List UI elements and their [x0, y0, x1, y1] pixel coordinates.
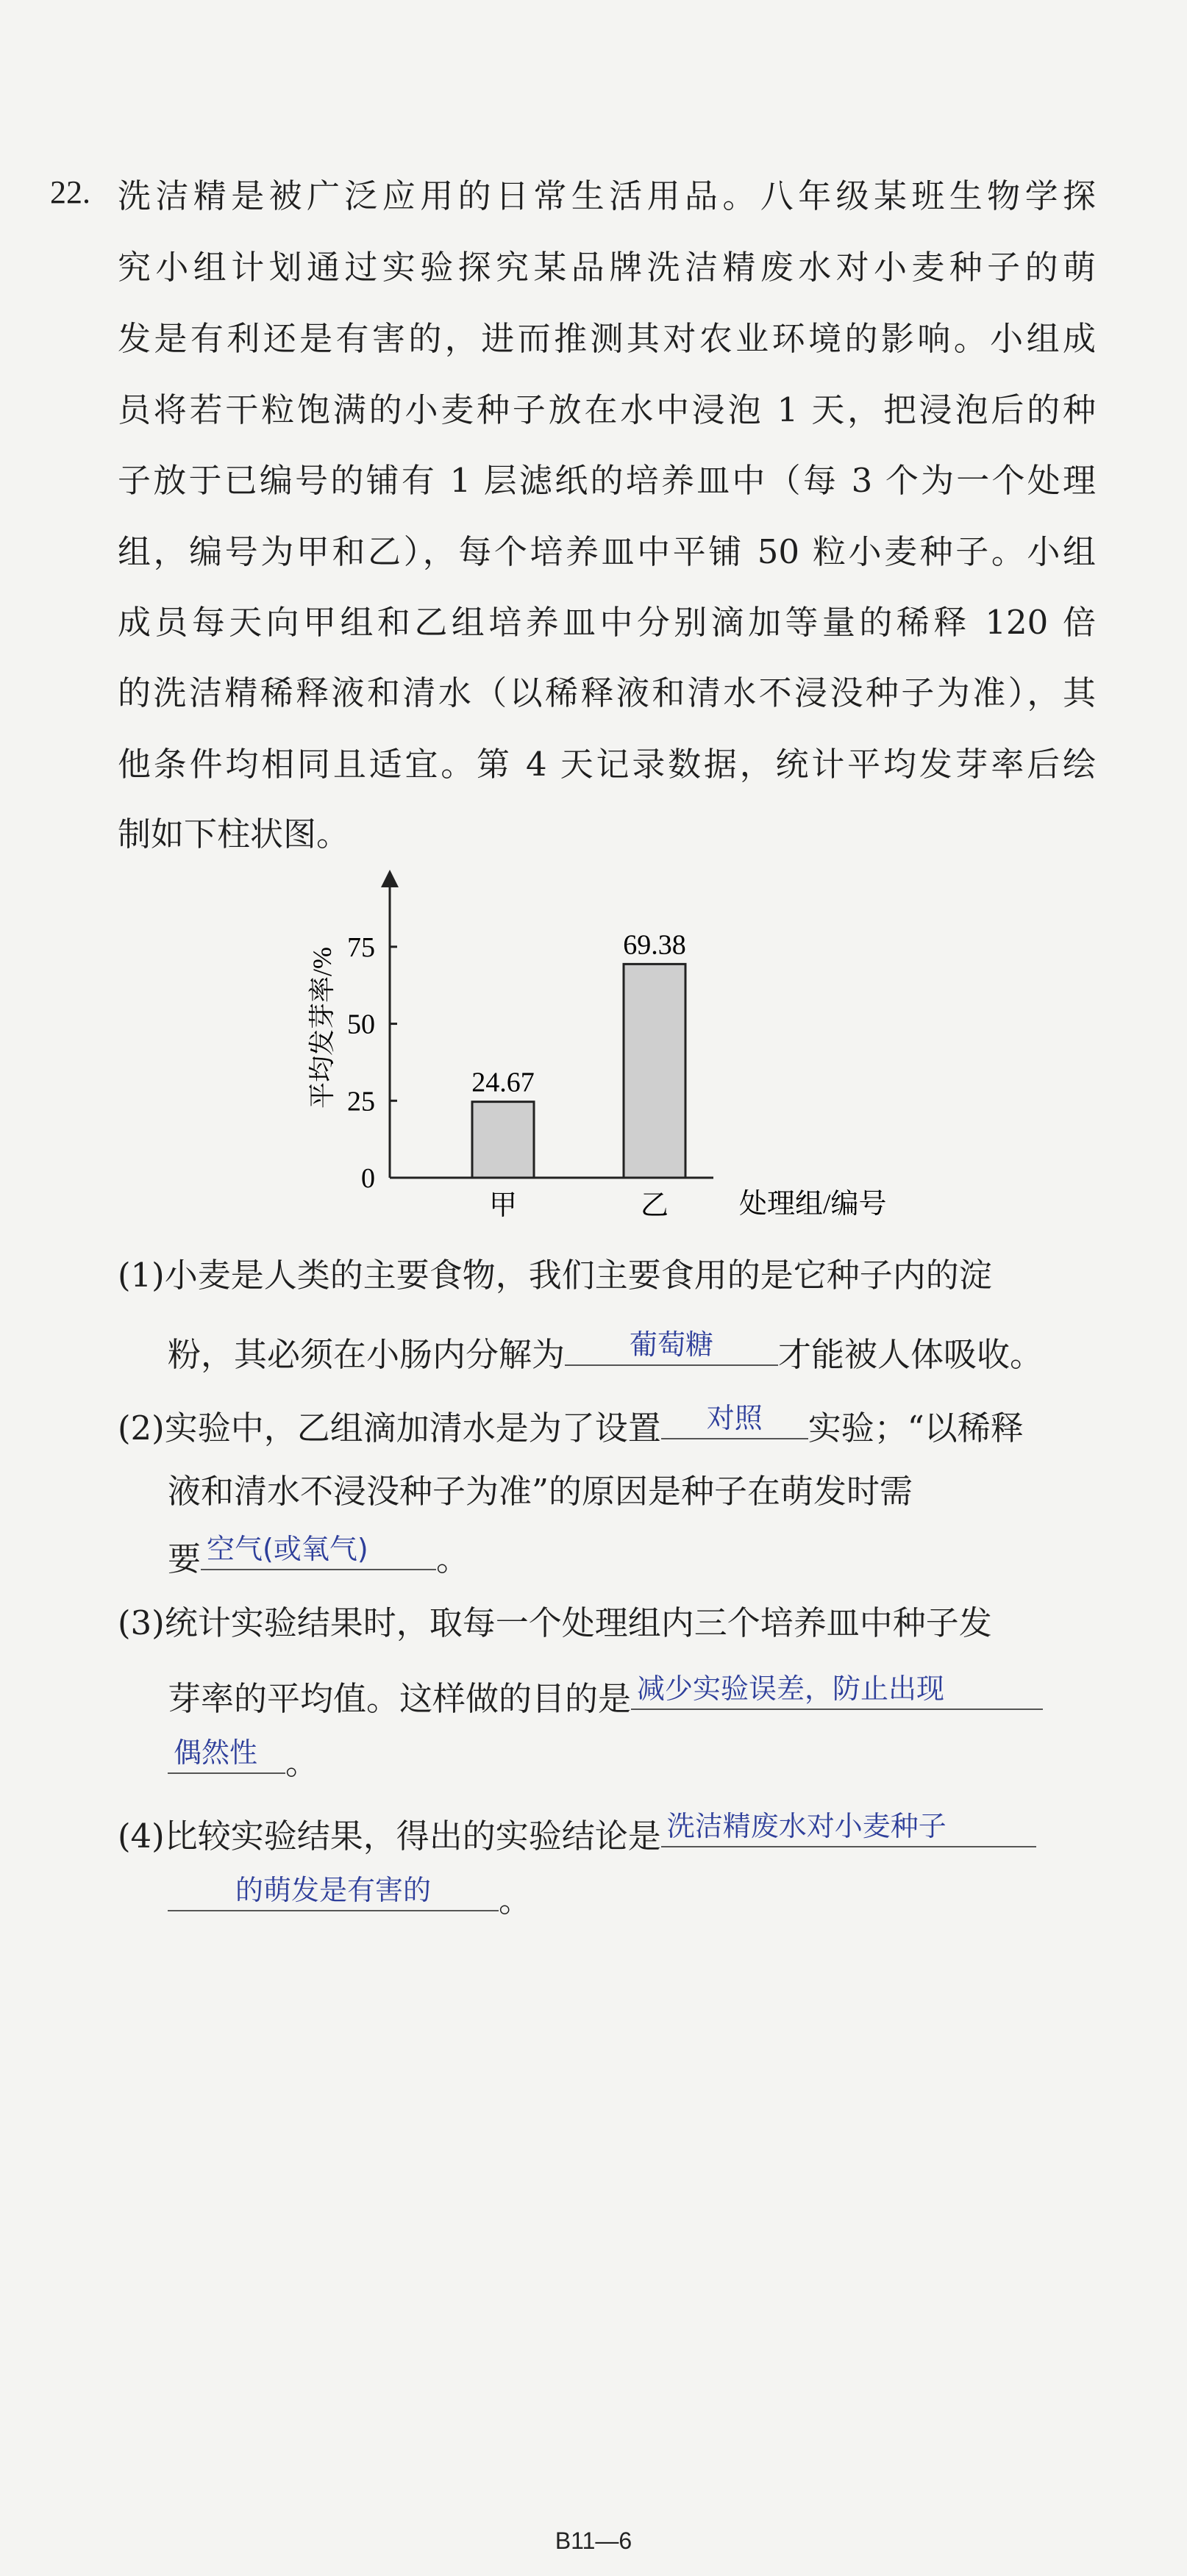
question-number: 22. — [50, 174, 90, 210]
bar — [472, 1102, 534, 1178]
bar — [624, 964, 685, 1178]
category-label: 甲 — [488, 1190, 518, 1221]
sub-text: 比较实验结果，得出的实验结论是 — [164, 1817, 661, 1856]
sub-question-2-line3 — [168, 1533, 470, 1578]
stem-line: 制如下柱状图。 — [118, 815, 350, 854]
y-tick-label: 0 — [361, 1163, 375, 1194]
sub-question-2-line2 — [168, 1472, 913, 1511]
sub-label: (2) — [118, 1409, 165, 1448]
stem-line: 究小组计划通过实验探究某品牌洗洁精废水对小麦种子的萌 — [118, 248, 1096, 287]
sub-question-3 — [118, 1603, 992, 1642]
page-footer: B11—6 — [555, 2527, 632, 2554]
sub-label: (4) — [118, 1817, 165, 1856]
answer-blank[interactable] — [661, 1404, 808, 1439]
handwritten-answer: 偶然性 — [174, 1736, 258, 1769]
answer-blank[interactable] — [201, 1535, 436, 1570]
y-tick-label: 25 — [347, 1086, 375, 1117]
handwritten-answer: 对照 — [706, 1402, 763, 1434]
germination-bar-chart — [294, 856, 956, 1231]
sub-text: 粉，其必须在小肠内分解为 — [168, 1335, 566, 1374]
sub-text: 。 — [499, 1881, 532, 1920]
stem-line: 员将若干粒饱满的小麦种子放在水中浸泡 1 天，把浸泡后的种 — [118, 390, 1096, 429]
sub-text: 液和清水不浸没种子为准”的原因是种子在萌发时需 — [168, 1472, 913, 1511]
stem-line: 组，编号为甲和乙），每个培养皿中平铺 50 粒小麦种子。小组 — [118, 532, 1096, 571]
stem-line: 洗洁精是被广泛应用的日常生活用品。八年级某班生物学探 — [118, 176, 1096, 215]
sub-question-2 — [118, 1402, 1024, 1448]
sub-text: 统计实验结果时，取每一个处理组内三个培养皿中种子发 — [164, 1603, 992, 1642]
x-axis-label: 处理组/编号 — [739, 1189, 887, 1220]
sub-text: 小麦是人类的主要食物，我们主要食用的是它种子内的淀 — [164, 1256, 992, 1295]
bar-value-label: 24.67 — [471, 1067, 535, 1098]
sub-question-1-line2 — [168, 1328, 1044, 1374]
handwritten-answer: 葡萄糖 — [630, 1328, 714, 1361]
sub-question-3-line2 — [168, 1672, 1043, 1718]
sub-text: 。 — [285, 1743, 319, 1782]
answer-blank[interactable] — [631, 1672, 1043, 1710]
stem-line: 他条件均相同且适宜。第 4 天记录数据，统计平均发芽率后绘 — [118, 745, 1096, 784]
sub-question-4 — [118, 1810, 1036, 1856]
category-label: 乙 — [640, 1190, 669, 1221]
stem-line: 的洗洁精稀释液和清水（以稀释液和清水不浸没种子为准），其 — [118, 673, 1096, 712]
y-tick-label: 75 — [347, 931, 375, 963]
answer-blank[interactable] — [168, 1876, 499, 1911]
y-axis-label: 平均发芽率/% — [307, 947, 337, 1109]
sub-label: (1) — [118, 1256, 165, 1295]
handwritten-answer: 空气(或氧气) — [207, 1533, 368, 1565]
stem-line: 子放于已编号的铺有 1 层滤纸的培养皿中（每 3 个为一个处理 — [118, 461, 1096, 500]
bar-value-label: 69.38 — [623, 929, 686, 961]
answer-blank[interactable] — [168, 1736, 285, 1774]
sub-text: 才能被人体吸收。 — [778, 1335, 1044, 1374]
sub-text: 要 — [168, 1539, 202, 1578]
sub-text: 芽率的平均值。这样做的目的是 — [168, 1679, 632, 1718]
sub-text: 实验；“以稀释 — [808, 1409, 1024, 1448]
sub-text: 。 — [436, 1539, 470, 1578]
answer-blank[interactable] — [661, 1812, 1036, 1847]
handwritten-answer: 减少实验误差，防止出现 — [637, 1672, 945, 1705]
sub-question-3-line3 — [168, 1736, 319, 1782]
sub-question-4-line2 — [168, 1874, 532, 1920]
stem-line: 发是有利还是有害的，进而推测其对农业环境的影响。小组成 — [118, 319, 1096, 358]
sub-label: (3) — [118, 1603, 165, 1642]
answer-blank[interactable] — [565, 1328, 778, 1366]
handwritten-answer: 的萌发是有害的 — [235, 1874, 431, 1906]
sub-text: 实验中，乙组滴加清水是为了设置 — [164, 1409, 661, 1448]
stem-line: 成员每天向甲组和乙组培养皿中分别滴加等量的稀释 120 倍 — [118, 603, 1096, 642]
sub-question-1 — [118, 1256, 992, 1295]
y-tick-label: 50 — [347, 1009, 375, 1040]
handwritten-answer: 洗洁精废水对小麦种子 — [666, 1810, 947, 1842]
